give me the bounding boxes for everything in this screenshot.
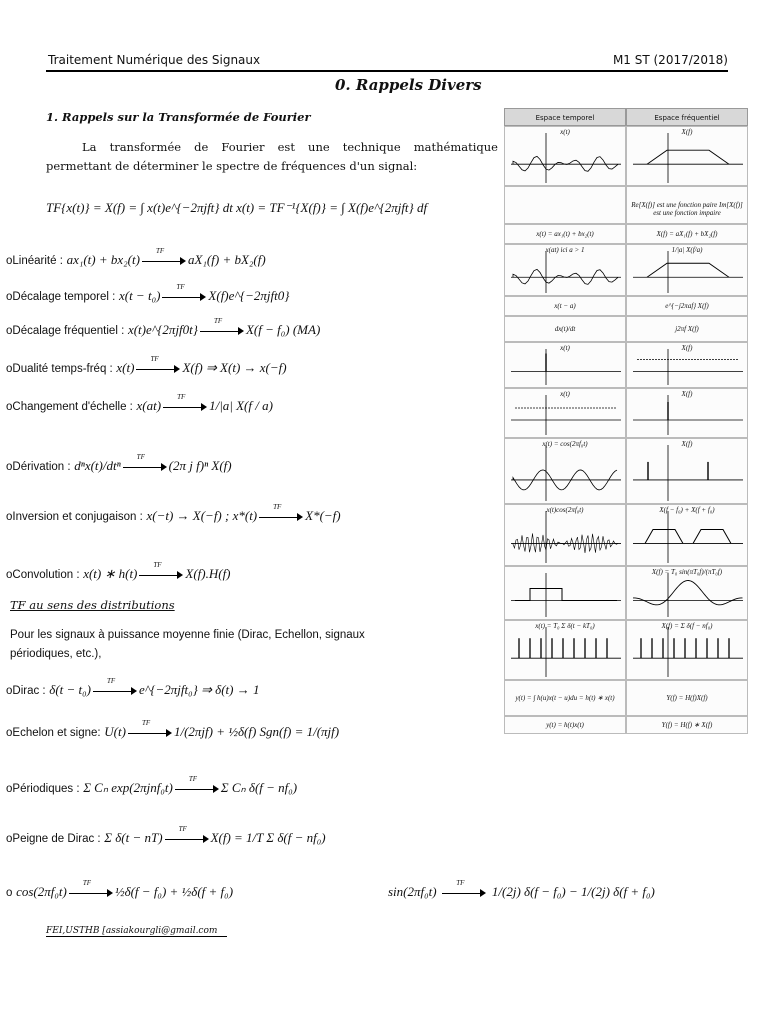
property-left: ax₁(t) + bx₂(t) [66, 252, 140, 267]
property-row [6, 393, 273, 414]
table-cell-freq [626, 566, 748, 620]
distribution-left: Σ δ(t − nT) [104, 830, 163, 845]
table-cell-text: dx(t)/dt [554, 325, 576, 333]
tf-arrow: TF [259, 512, 303, 522]
table-cell-freq [626, 316, 748, 342]
table-cell-time [504, 342, 626, 388]
property-right: X(f) ⇒ X(t) → x(−f) [182, 360, 287, 375]
table-cell-freq [626, 342, 748, 388]
distribution-row [6, 775, 298, 796]
table-cell-text: x(t − a) [554, 302, 576, 310]
table-cell-text: e^{−j2πaf} X(f) [665, 302, 709, 310]
property-right: X(f)e^{−2πjft0} [208, 288, 290, 303]
distributions-intro: Pour les signaux à puissance moyenne finie (Dirac, Echellon, signaux périodiques, etc.), [10, 629, 365, 660]
distribution-label: oDirac : [6, 685, 46, 697]
distribution-row [6, 719, 340, 740]
table-cell-time [504, 126, 626, 186]
table-cell-time [504, 224, 626, 244]
tf-arrow: TF [200, 326, 244, 336]
table-cell-text: X(f) [681, 390, 693, 398]
table-cell-time [504, 244, 626, 296]
table-cell-text: X(f) = aX₁(f) + bX₂(f) [656, 230, 718, 238]
property-left: x(−t) → X(−f) ; x*(t) [146, 508, 258, 523]
table-cell-freq [626, 126, 748, 186]
distribution-label: o [6, 887, 13, 899]
property-label: oDérivation : [6, 461, 71, 473]
table-cell-text: x(t) = ax₁(t) + bx₂(t) [536, 230, 594, 238]
property-left: x(t − t₀) [118, 288, 161, 303]
tf-definition: TF{x(t)} = X(f) = ∫ x(t)e^{−2πjft} dt x(t) = TF⁻¹{X(f)} = ∫ X(f)e^{2πjft} df [46, 200, 428, 215]
property-row [6, 247, 266, 268]
tf-arrow: TF [136, 364, 180, 374]
table-cell-time [504, 438, 626, 504]
property-right: X(f).H(f) [185, 566, 231, 581]
tf-arrow: TF [142, 256, 186, 266]
table-cell-freq [626, 186, 748, 224]
table-cell-time [504, 316, 626, 342]
table-cell-text: X(f) = T₀ sin(πT₀f)/(πT₀f) [651, 568, 723, 576]
distribution-row [6, 677, 260, 698]
table-cell-freq [626, 504, 748, 566]
sin-right: 1/(2j) δ(f − f₀) − 1/(2j) δ(f + f₀) [491, 884, 655, 899]
table-cell-text: x(t) [560, 390, 570, 398]
table-cell-freq [626, 296, 748, 316]
table-cell-freq [626, 244, 748, 296]
property-label: oConvolution : [6, 569, 80, 581]
sin-left: sin(2πf₀t) [388, 884, 437, 899]
tf-arrow: TF [175, 784, 219, 794]
distribution-label: oPériodiques : [6, 783, 80, 795]
property-row [6, 355, 287, 376]
table-cell-text: x(at) ici a > 1 [545, 246, 585, 254]
tf-arrow: TF [123, 462, 167, 472]
distribution-label: oEchelon et signe: [6, 727, 101, 739]
table-cell-text: X(f) [681, 128, 693, 136]
tf-arrow: TF [442, 888, 486, 898]
property-right: 1/|a| X(f / a) [209, 398, 273, 413]
distribution-right: 1/(2πjf) + ½δ(f) Sgn(f) = 1/(πjf) [173, 724, 340, 739]
table-cell-text: y(t) = h(t)x(t) [546, 721, 584, 729]
table-cell-freq [626, 716, 748, 734]
property-right: X(f − f₀) (MA) [245, 322, 321, 337]
property-row [6, 283, 290, 304]
tf-arrow: TF [93, 686, 137, 696]
col-header-time: Espace temporel [504, 108, 626, 126]
page-title: 0. Rappels Divers [335, 76, 482, 94]
table-cell-text: x(t)cos(2πf₀t) [546, 506, 584, 514]
property-row [6, 317, 321, 338]
table-cell-text: Y(f) = H(f)X(f) [666, 694, 708, 702]
property-label: oChangement d'échelle : [6, 401, 133, 413]
property-left: x(t) [116, 360, 135, 375]
property-left: x(t) ∗ h(t) [83, 566, 138, 581]
distribution-left: Σ Cₙ exp(2πjnf₀t) [83, 780, 173, 795]
table-cell-freq [626, 438, 748, 504]
property-right: (2π j f)ⁿ X(f) [168, 458, 232, 473]
tf-arrow: TF [139, 570, 183, 580]
table-cell-time [504, 296, 626, 316]
page-header [46, 52, 728, 72]
table-cell-text: Y(f) = H(f) ∗ X(f) [661, 721, 713, 729]
property-label: oDécalage temporel : [6, 291, 116, 303]
table-cell-text: x(t) [560, 128, 570, 136]
table-cell-time [504, 388, 626, 438]
table-cell-freq [626, 224, 748, 244]
distribution-left: cos(2πf₀t) [16, 884, 67, 899]
property-row [6, 453, 232, 474]
property-left: dⁿx(t)/dtⁿ [74, 458, 121, 473]
table-cell-text: Re[X(f)] est une fonction paire Im[X(f)] est une fonction impaire [631, 201, 743, 217]
property-label: oDualité temps-fréq : [6, 363, 113, 375]
course-level: M1 ST (2017/2018) [612, 53, 728, 67]
distribution-row [6, 825, 326, 846]
table-cell-text: x(t) = T₀ Σ δ(t − kT₀) [535, 622, 595, 630]
table-cell-time [504, 504, 626, 566]
property-row [6, 561, 231, 582]
table-cell-text: X(f − f₀) + X(f + f₀) [659, 506, 715, 514]
table-cell-time [504, 186, 626, 224]
table-cell-freq [626, 680, 748, 716]
property-label: oInversion et conjugaison : [6, 511, 143, 523]
table-cell-text: 1/|a| X(f/a) [671, 246, 703, 254]
table-cell-text: x(t) = cos(2πf₀t) [542, 440, 588, 448]
property-left: x(at) [136, 398, 162, 413]
distribution-left: δ(t − t₀) [49, 682, 91, 697]
table-cell-time [504, 716, 626, 734]
table-cell-time [504, 620, 626, 680]
table-cell-time [504, 566, 626, 620]
property-label: oLinéarité : [6, 255, 63, 267]
distribution-right: Σ Cₙ δ(f − nf₀) [220, 780, 298, 795]
table-cell-text: X(f) [681, 344, 693, 352]
tf-arrow: TF [165, 834, 209, 844]
property-right: X*(−f) [305, 508, 341, 523]
fourier-table [504, 108, 748, 820]
table-cell-text: x(t) [560, 344, 570, 352]
tf-arrow: TF [128, 728, 172, 738]
distribution-right: e^{−2πjft₀} ⇒ δ(t) → 1 [139, 682, 260, 697]
table-cell-freq [626, 620, 748, 680]
table-cell-time [504, 680, 626, 716]
section-heading: 1. Rappels sur la Transformée de Fourier [46, 110, 311, 124]
distribution-right: X(f) = 1/T Σ δ(f − nf₀) [210, 830, 326, 845]
intro-paragraph: La transformée de Fourier est une technique mathématique permettant de déterminer le spectre de fréquences d'un signal: [46, 140, 498, 173]
table-cell-text: y(t) = ∫ h(u)x(t − u)du = h(t) ∗ x(t) [515, 694, 615, 702]
property-row [6, 503, 341, 524]
sin-formula [388, 879, 655, 900]
distribution-row [6, 879, 234, 900]
tf-arrow: TF [69, 888, 113, 898]
distribution-right: ½δ(f − f₀) + ½δ(f + f₀) [114, 884, 234, 899]
tf-arrow: TF [163, 402, 207, 412]
property-left: x(t)e^{2πjf0t} [127, 322, 198, 337]
distribution-label: oPeigne de Dirac : [6, 833, 101, 845]
property-label: oDécalage fréquentiel : [6, 325, 125, 337]
course-title: Traitement Numérique des Signaux [48, 53, 261, 67]
tf-arrow: TF [162, 292, 206, 302]
distribution-left: U(t) [104, 724, 126, 739]
distributions-heading: TF au sens des distributions [10, 598, 175, 612]
table-cell-text: X(f) [681, 440, 693, 448]
table-cell-freq [626, 388, 748, 438]
col-header-freq: Espace fréquentiel [626, 108, 748, 126]
table-cell-text: X(f) = Σ δ(f − nf₀) [661, 622, 713, 630]
table-cell-text: j2πf X(f) [675, 325, 699, 333]
property-right: aX₁(f) + bX₂(f) [187, 252, 266, 267]
footer-email: FEI,USTHB [assiakourgli@gmail.com [46, 926, 227, 937]
